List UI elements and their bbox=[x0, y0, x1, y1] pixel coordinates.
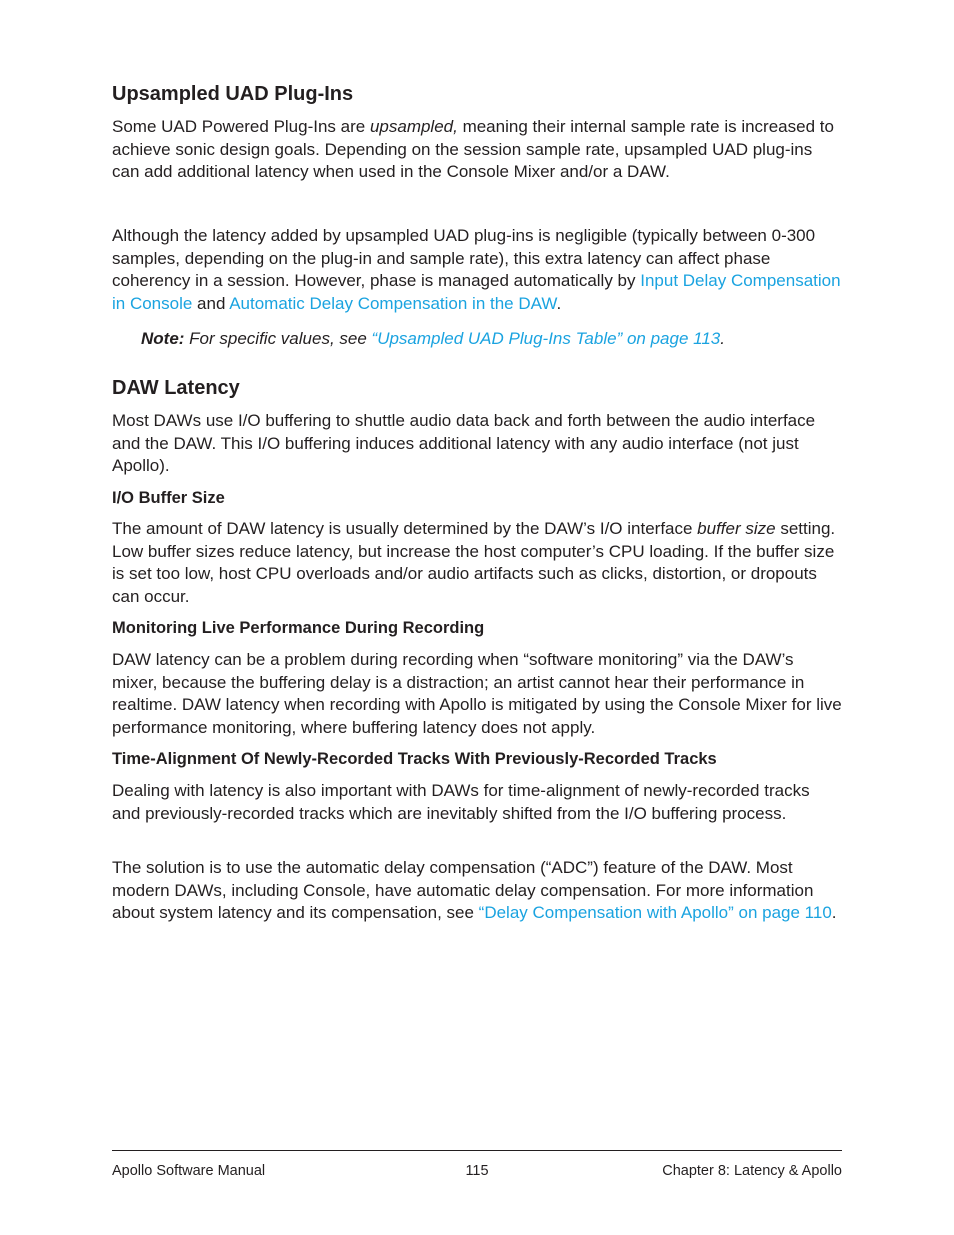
footer-page-number: 115 bbox=[465, 1163, 489, 1179]
paragraph-time-alignment: Dealing with latency is also important with DAWs for time-alignment of newly-recorded tracks and previously-recorded tracks which are inevitably shifted from the I/O buffering process. bbox=[112, 781, 810, 823]
footer-divider bbox=[112, 1150, 842, 1151]
text-run: . bbox=[556, 293, 562, 313]
footer-chapter-title: Chapter 8: Latency & Apollo bbox=[662, 1163, 842, 1179]
text-run: The solution is to use the automatic delay compensation (“ADC”) feature of the DAW. Most modern DAWs, including Console, have automatic delay compensation. For more information about system latency and its compensation, see bbox=[112, 858, 814, 923]
paragraph-adc-solution bbox=[112, 857, 842, 925]
note-upsampled-table bbox=[141, 328, 841, 351]
link-automatic-delay-compensation[interactable]: Automatic Delay Compensation in the DAW bbox=[229, 293, 557, 313]
subheading-io-buffer-size: I/O Buffer Size bbox=[112, 489, 225, 507]
paragraph-io-buffer-size bbox=[112, 518, 842, 608]
text-run-italic: buffer size bbox=[697, 519, 776, 538]
text-run: Although the latency added by upsampled UAD plug-ins is negligible (typically between 0-300 samples, depending on the plug-in and sample rate), this extra latency can affect phase coherency in a session. However, phase is managed automatically by bbox=[112, 226, 816, 291]
section-heading-upsampled: Upsampled UAD Plug-Ins bbox=[112, 83, 354, 105]
text-run: meaning their internal sample rate is increased to achieve sonic design goals. Depending on the session sample rate, upsampled UAD plug-ins can add additional latency when used in the Console Mixer and/or a DAW. bbox=[112, 117, 834, 182]
text-run: The amount of DAW latency is usually determined by the DAW’s I/O interface bbox=[112, 519, 698, 538]
text-run-italic: upsampled, bbox=[369, 117, 458, 136]
link-upsampled-table[interactable]: “Upsampled UAD Plug-Ins Table” on page 113 bbox=[371, 329, 721, 348]
text-run: setting. Low buffer sizes reduce latency, but increase the host computer’s CPU loading. If the buffer size is set too low, host CPU overloads and/or audio artifacts such as clicks, distortion, or dropouts can occur. bbox=[112, 519, 836, 606]
paragraph-daw-latency: Most DAWs use I/O buffering to shuttle audio data back and forth between the audio interface and the DAW. This I/O buffering induces additional latency with any audio interface (not just Apollo). bbox=[112, 411, 816, 476]
section-heading-daw-latency: DAW Latency bbox=[112, 377, 240, 399]
subheading-time-alignment: Time-Alignment Of Newly-Recorded Tracks With Previously-Recorded Tracks bbox=[112, 750, 717, 768]
text-run: For specific values, see bbox=[184, 329, 372, 348]
page-footer bbox=[112, 1161, 842, 1181]
link-delay-compensation-apollo[interactable]: “Delay Compensation with Apollo” on page 110 bbox=[478, 903, 832, 923]
link-input-delay-compensation[interactable]: Input Delay Compensation in Console bbox=[112, 271, 841, 313]
footer-manual-title: Apollo Software Manual bbox=[112, 1163, 266, 1179]
text-run: Some UAD Powered Plug-Ins are bbox=[112, 117, 370, 136]
paragraph-monitoring-live: DAW latency can be a problem during recording when “software monitoring” via the DAW’s mixer, because the buffering delay is a distraction; an artist cannot hear their performance in realtime. DAW latency when recording with Apollo is mitigated by using the Console Mixer for live performance monitoring, where buffering latency does not apply. bbox=[112, 650, 842, 737]
paragraph-upsampled-latency bbox=[112, 225, 842, 315]
subheading-monitoring-live: Monitoring Live Performance During Recording bbox=[112, 619, 485, 637]
text-run: and bbox=[192, 293, 230, 313]
paragraph-upsampled-intro bbox=[112, 116, 842, 184]
note-label: Note: bbox=[141, 329, 185, 348]
text-run: . bbox=[831, 903, 837, 923]
text-run: . bbox=[720, 329, 725, 348]
